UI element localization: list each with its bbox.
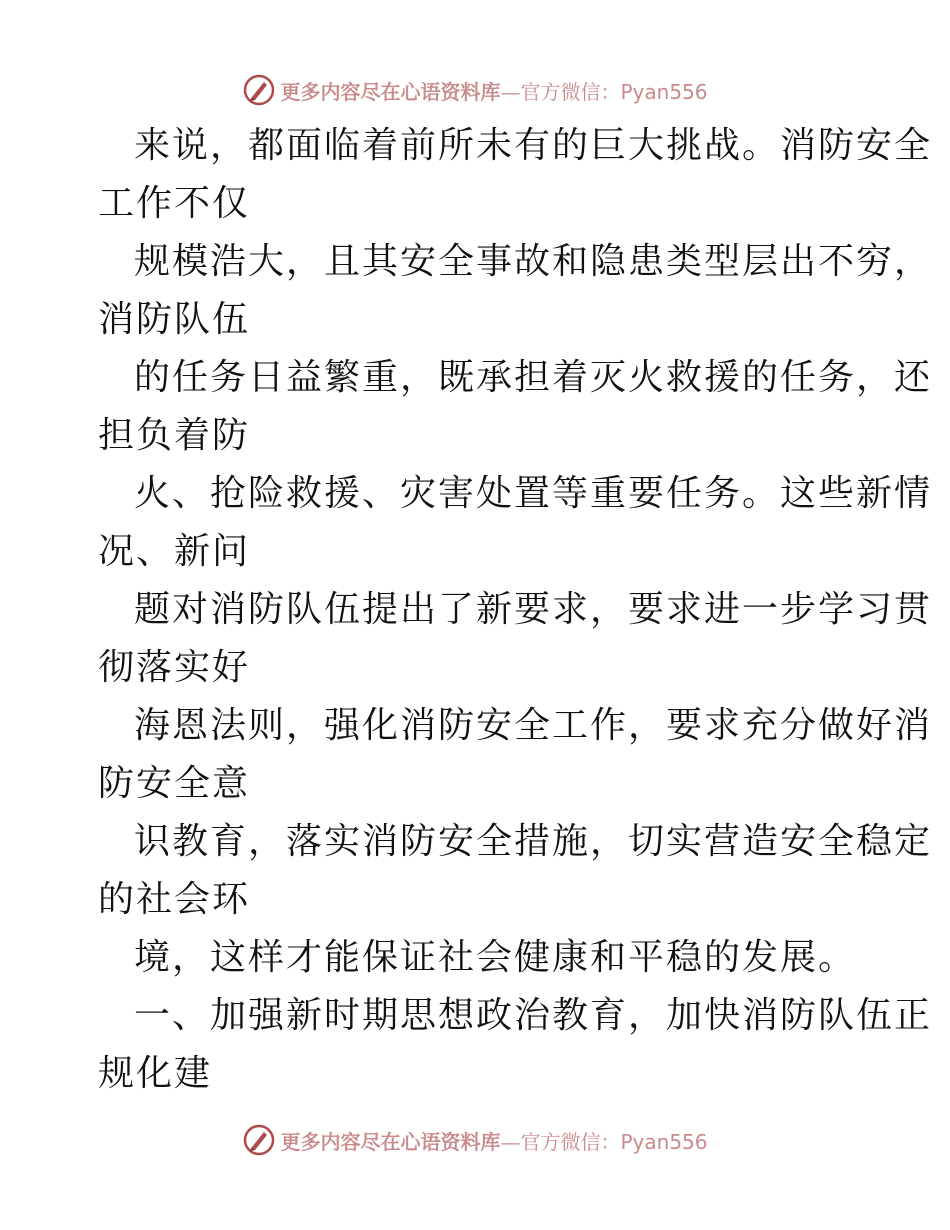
document-body (98, 117, 933, 1103)
watermark-contact-id: Pyan556 (620, 1129, 708, 1154)
text-line: 彻落实好 (98, 647, 251, 688)
text-line: 来说，都面临着前所未有的巨大挑战。消防安全 (134, 125, 933, 166)
watermark-separator: — (500, 79, 521, 104)
footer-watermark (0, 1120, 950, 1160)
text-line: 担负着防 (98, 415, 251, 456)
text-line: 火、抢险救援、灾害处置等重要任务。这些新情 (134, 473, 933, 514)
text-line: 一、加强新时期思想政治教育，加快消防队伍正 (134, 995, 933, 1036)
text-line: 规模浩大，且其安全事故和隐患类型层出不穷， (134, 241, 933, 282)
text-line: 境，这样才能保证社会健康和平稳的发展。 (134, 937, 857, 978)
watermark-contact-id: Pyan556 (620, 79, 708, 104)
watermark-text (280, 1126, 707, 1155)
watermark-text (280, 76, 707, 105)
text-line: 海恩法则，强化消防安全工作，要求充分做好消 (134, 705, 933, 746)
text-line: 工作不仅 (98, 183, 251, 224)
text-line: 的任务日益繁重，既承担着灭火救援的任务，还 (134, 357, 933, 398)
text-line: 题对消防队伍提出了新要求，要求进一步学习贯 (134, 589, 933, 630)
text-line: 的社会环 (98, 879, 251, 920)
text-line: 况、新问 (98, 531, 251, 572)
text-line: 消防队伍 (98, 299, 251, 340)
text-line: 识教育，落实消防安全措施，切实营造安全稳定 (134, 821, 933, 862)
text-line: 防安全意 (98, 763, 251, 804)
pen-logo-icon (242, 1123, 276, 1157)
pen-logo-icon (242, 73, 276, 107)
watermark-brand: 更多内容尽在心语资料库 (280, 79, 501, 104)
watermark-contact-label: 官方微信： (520, 1129, 621, 1154)
text-line: 规化建 (98, 1053, 213, 1094)
watermark-contact-label: 官方微信： (520, 79, 621, 104)
watermark-brand: 更多内容尽在心语资料库 (280, 1129, 501, 1154)
watermark-separator: — (500, 1129, 521, 1154)
header-watermark (0, 70, 950, 110)
